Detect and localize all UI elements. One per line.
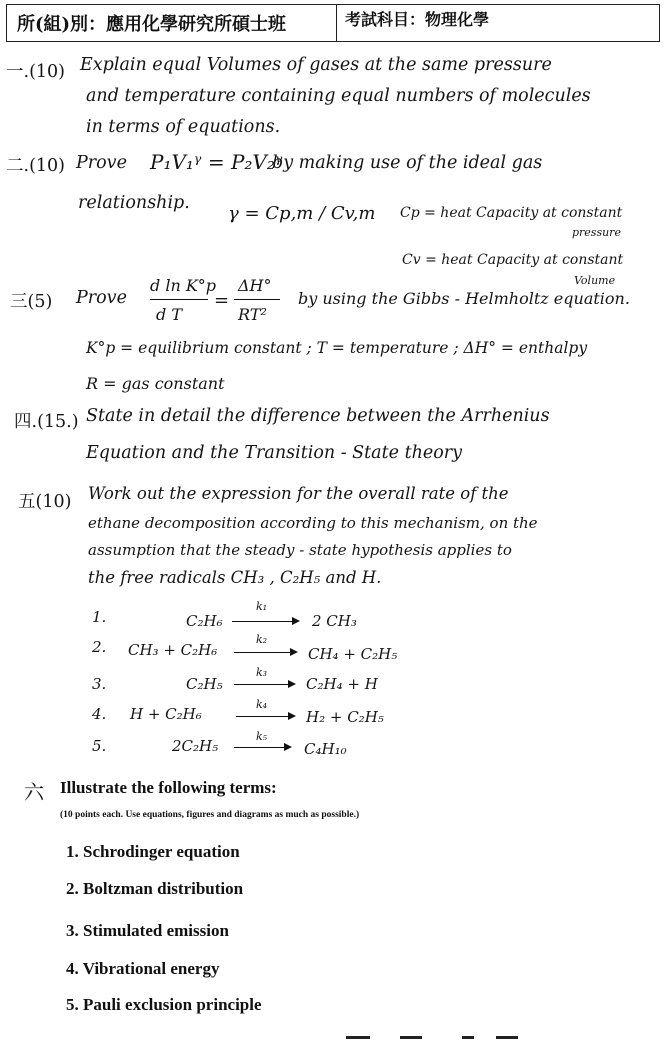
reaction-number: 5. <box>92 737 107 755</box>
question-3-number: 三(5) <box>10 292 53 312</box>
reaction-arrow <box>234 652 296 653</box>
reaction-products: H₂ + C₂H₅ <box>306 708 384 726</box>
term-item: 2. Boltzman distribution <box>66 879 244 898</box>
question-6-title: Illustrate the following terms: <box>60 778 277 797</box>
vant-hoff-lhs-denominator: d T <box>156 305 182 324</box>
question-5-line-3: assumption that the steady - state hypothesis applies to <box>88 541 512 559</box>
question-4-line-2: Equation and the Transition - State theory <box>86 443 463 463</box>
question-1-line-3: in terms of equations. <box>86 117 281 137</box>
question-1-line-1: Explain equal Volumes of gases at the same pressure <box>80 55 552 75</box>
header-divider <box>336 5 337 41</box>
reaction-reactants: 2C₂H₅ <box>172 737 219 755</box>
question-3-line-1: by using the Gibbs - Helmholtz equation. <box>298 289 630 308</box>
question-3-definitions-2: R = gas constant <box>86 374 225 393</box>
rate-constant: k₁ <box>256 600 268 613</box>
term-item: 5. Pauli exclusion principle <box>66 995 262 1014</box>
fraction-bar-rhs <box>234 299 280 300</box>
bottom-cutoff-mark <box>496 1036 518 1039</box>
vant-hoff-lhs-numerator: d ln K°p <box>150 276 217 295</box>
reaction-arrow <box>234 747 290 748</box>
question-5-line-2: ethane decomposition according to this mechanism, on the <box>88 514 538 532</box>
term-item: 1. Schrodinger equation <box>66 842 240 861</box>
question-2-prove: Prove <box>76 153 127 173</box>
cp-definition-cont: pressure <box>572 226 621 239</box>
reaction-arrow <box>232 621 298 622</box>
reaction-reactants: C₂H₅ <box>186 675 223 693</box>
question-3-prove: Prove <box>76 288 127 308</box>
question-4-number: 四.(15.) <box>14 412 79 432</box>
reaction-arrow <box>236 716 294 717</box>
reaction-products: 2 CH₃ <box>312 612 357 630</box>
equals-sign: = <box>214 290 230 311</box>
term-item: 3. Stimulated emission <box>66 921 229 940</box>
question-1-number: 一.(10) <box>6 62 65 82</box>
reaction-number: 4. <box>92 705 107 723</box>
cp-definition: Cp = heat Capacity at constant <box>400 205 623 221</box>
reaction-reactants: H + C₂H₆ <box>130 705 202 723</box>
question-2-line-2: relationship. <box>78 193 190 213</box>
exam-header <box>6 4 660 42</box>
question-3-definitions-1: K°p = equilibrium constant ; T = temperature ; ΔH° = enthalpy <box>86 339 588 357</box>
vant-hoff-rhs-numerator: ΔH° <box>238 276 272 295</box>
question-5-number: 五(10) <box>18 492 72 512</box>
bottom-cutoff-mark <box>400 1036 422 1039</box>
vant-hoff-rhs-denominator: RT² <box>238 305 267 324</box>
reaction-products: C₄H₁₀ <box>304 740 347 758</box>
reaction-number: 3. <box>92 675 107 693</box>
department-label: 所(組)別：應用化學研究所碩士班 <box>17 14 287 35</box>
gamma-definition: γ = Cp,m / Cv,m <box>228 203 376 224</box>
reaction-products: C₂H₄ + H <box>306 675 378 693</box>
question-2-line-1: by making use of the ideal gas <box>272 153 543 173</box>
subject-label: 考試科目：物理化學 <box>345 10 490 29</box>
question-6-number: 六 <box>24 780 44 804</box>
question-5-line-4: the free radicals CH₃ , C₂H₅ and H. <box>88 568 382 587</box>
reaction-reactants: CH₃ + C₂H₆ <box>128 641 218 659</box>
question-6-note: (10 points each. Use equations, figures and diagrams as much as possible.) <box>60 810 360 820</box>
rate-constant: k₅ <box>256 730 268 743</box>
reaction-number: 2. <box>92 638 107 656</box>
reaction-arrow <box>234 684 294 685</box>
reaction-number: 1. <box>92 608 107 626</box>
question-5-line-1: Work out the expression for the overall rate of the <box>88 484 509 503</box>
rate-constant: k₄ <box>256 698 268 711</box>
reaction-reactants: C₂H₆ <box>186 612 223 630</box>
reaction-products: CH₄ + C₂H₅ <box>308 645 398 663</box>
adiabatic-equation: P₁V₁ᵞ = P₂V₂ᵞ <box>150 150 283 174</box>
question-4-line-1: State in detail the difference between the Arrhenius <box>86 406 550 426</box>
rate-constant: k₃ <box>256 666 268 679</box>
rate-constant: k₂ <box>256 633 268 646</box>
bottom-cutoff-mark <box>346 1036 370 1039</box>
term-item: 4. Vibrational energy <box>66 959 220 978</box>
question-1-line-2: and temperature containing equal numbers of molecules <box>86 86 591 106</box>
cv-definition-cont: Volume <box>574 274 616 287</box>
question-2-number: 二.(10) <box>6 156 65 176</box>
fraction-bar-lhs <box>150 299 208 300</box>
cv-definition: Cv = heat Capacity at constant <box>402 252 624 268</box>
bottom-cutoff-mark <box>462 1036 474 1039</box>
